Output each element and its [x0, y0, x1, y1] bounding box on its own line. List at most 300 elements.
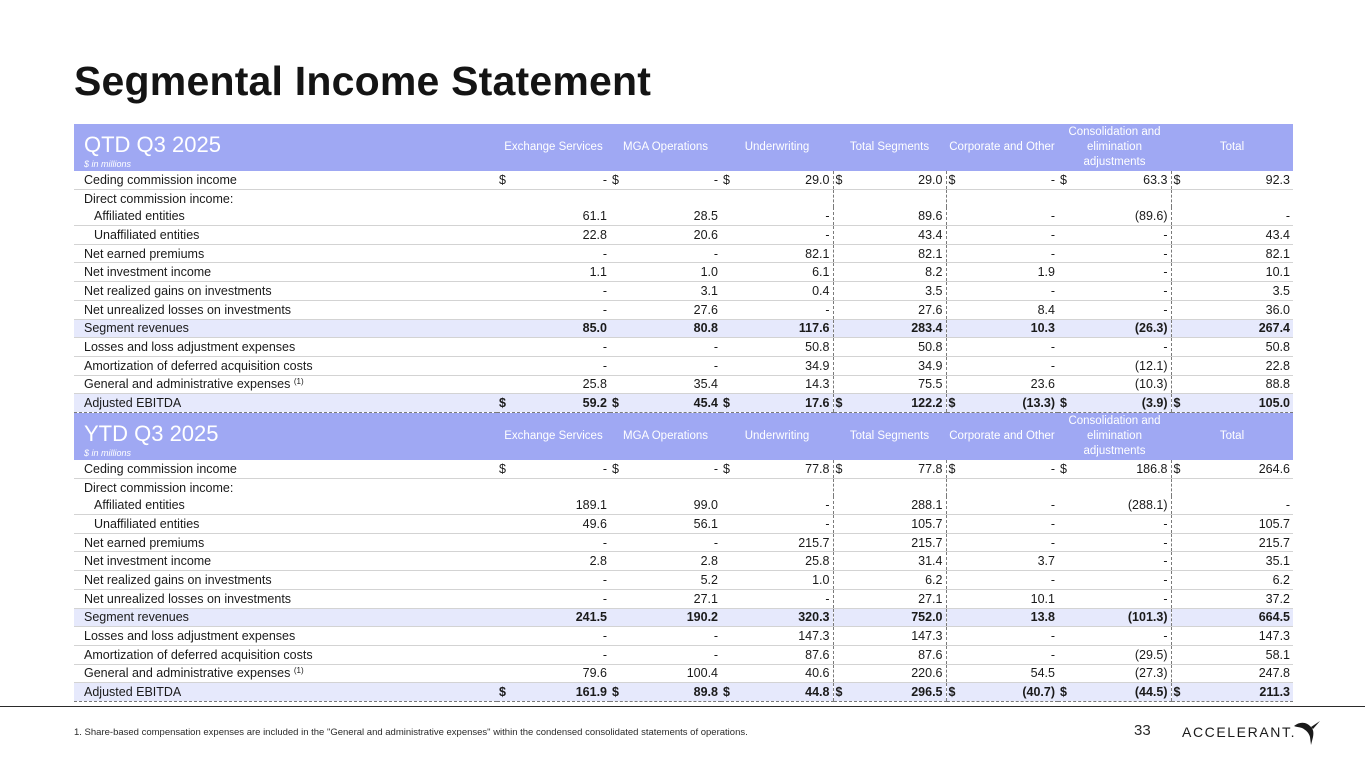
- cell-mga-operations: [610, 496, 721, 514]
- cell-value: 5.2: [700, 572, 718, 587]
- cell-value: 17.6: [805, 396, 830, 411]
- cell-value: 100.4: [686, 666, 718, 681]
- cell-value: (26.3): [1134, 321, 1168, 336]
- row-label-text: Ceding commission income: [84, 172, 237, 187]
- cell-exchange-services: [497, 683, 610, 702]
- table-row: [74, 338, 1293, 357]
- cell-corporate-and-other: [946, 664, 1058, 683]
- cell-value: -: [1050, 461, 1055, 476]
- cell-value: 56.1: [693, 516, 718, 531]
- column-header-exchange-services: Exchange Services: [497, 124, 610, 171]
- cell-consolidation-and-elimination-adjustments: [1058, 263, 1171, 282]
- cell-mga-operations: [610, 645, 721, 664]
- cell-value: -: [1050, 358, 1055, 373]
- cell-mga-operations: [610, 571, 721, 590]
- table-row: [74, 189, 1293, 207]
- cell-value: -: [1163, 516, 1168, 531]
- cell-value: -: [1050, 572, 1055, 587]
- cell-value: -: [602, 572, 607, 587]
- column-header-corporate-and-other: Corporate and Other: [946, 124, 1058, 171]
- cell-value: -: [602, 283, 607, 298]
- currency-symbol: $: [1060, 396, 1067, 411]
- cell-value: 29.0: [918, 172, 943, 187]
- cell-underwriting: [721, 533, 833, 552]
- cell-corporate-and-other: [946, 589, 1058, 608]
- cell-value: 14.3: [805, 377, 830, 392]
- cell-underwriting: [721, 300, 833, 319]
- cell-value: 247.8: [1258, 666, 1290, 681]
- cell-consolidation-and-elimination-adjustments: [1058, 571, 1171, 590]
- cell-value: 10.1: [1030, 591, 1055, 606]
- cell-corporate-and-other: [946, 356, 1058, 375]
- currency-symbol: $: [835, 396, 843, 411]
- cell-underwriting: [721, 319, 833, 338]
- currency-symbol: $: [499, 172, 506, 187]
- cell-value: 25.8: [805, 554, 830, 569]
- footnote: 1. Share-based compensation expenses are included in the "General and administrative expenses" within the condensed consolidated statements of operations.: [74, 727, 748, 738]
- currency-symbol: $: [612, 461, 619, 476]
- row-label-text: Segment revenues: [84, 610, 189, 625]
- currency-symbol: $: [948, 685, 956, 700]
- cell-value: (40.7): [1022, 685, 1055, 700]
- cell-mga-operations: [610, 207, 721, 225]
- cell-corporate-and-other: [946, 338, 1058, 357]
- cell-corporate-and-other: [946, 244, 1058, 263]
- cell-corporate-and-other: [946, 282, 1058, 301]
- table-row: [74, 589, 1293, 608]
- cell-consolidation-and-elimination-adjustments: [1058, 171, 1171, 189]
- cell-consolidation-and-elimination-adjustments: [1058, 338, 1171, 357]
- cell-total-segments: [833, 356, 946, 375]
- row-label-text: Direct commission income:: [84, 480, 234, 495]
- cell-value: -: [1163, 302, 1168, 317]
- cell-value: -: [602, 647, 607, 662]
- row-label: [74, 394, 497, 413]
- table-row: [74, 207, 1293, 225]
- cell-mga-operations: [610, 356, 721, 375]
- cell-value: -: [825, 591, 830, 606]
- units-label: $ in millions: [84, 448, 132, 458]
- cell-value: -: [1050, 516, 1055, 531]
- cell-value: 105.7: [1258, 516, 1290, 531]
- currency-symbol: $: [1173, 461, 1181, 476]
- cell-value: 25.8: [582, 377, 607, 392]
- cell-underwriting: [721, 226, 833, 245]
- cell-value: -: [713, 340, 718, 355]
- table-row: [74, 171, 1293, 189]
- cell-total: [1171, 496, 1293, 514]
- cell-value: -: [1050, 283, 1055, 298]
- table-row: [74, 375, 1293, 394]
- cell-corporate-and-other: [946, 300, 1058, 319]
- cell-mga-operations: [610, 589, 721, 608]
- cell-value: -: [1050, 340, 1055, 355]
- column-header-consolidation-and-elimination-adjustments: Consolidation and elimination adjustments: [1058, 413, 1171, 460]
- cell-corporate-and-other: [946, 608, 1058, 627]
- period-header: [74, 124, 497, 171]
- cell-total-segments: [833, 171, 946, 189]
- cell-value: 27.6: [918, 302, 943, 317]
- cell-value: -: [1163, 265, 1168, 280]
- cell-total-segments: [833, 244, 946, 263]
- cell-value: -: [602, 535, 607, 550]
- cell-exchange-services: [497, 226, 610, 245]
- cell-underwriting: [721, 608, 833, 627]
- cell-total: [1171, 645, 1293, 664]
- cell-total-segments: [833, 226, 946, 245]
- cell-total-segments: [833, 478, 946, 496]
- cell-value: 77.8: [805, 461, 830, 476]
- row-label-text: Net earned premiums: [84, 535, 205, 550]
- cell-value: 664.5: [1258, 610, 1290, 625]
- row-label-text: Losses and loss adjustment expenses: [84, 629, 296, 644]
- cell-value: -: [602, 340, 607, 355]
- cell-total-segments: [833, 263, 946, 282]
- cell-value: 288.1: [911, 498, 943, 513]
- cell-value: -: [602, 629, 607, 644]
- cell-value: -: [713, 461, 718, 476]
- column-header-corporate-and-other: Corporate and Other: [946, 413, 1058, 460]
- footnote-marker: (1): [293, 377, 304, 387]
- cell-exchange-services: [497, 171, 610, 189]
- cell-value: 34.9: [918, 358, 943, 373]
- row-label: [74, 533, 497, 552]
- table-row: [74, 515, 1293, 534]
- currency-symbol: $: [1173, 685, 1181, 700]
- cell-value: (288.1): [1127, 498, 1168, 513]
- currency-symbol: $: [835, 172, 843, 187]
- cell-mga-operations: [610, 552, 721, 571]
- cell-value: -: [1050, 629, 1055, 644]
- currency-symbol: $: [499, 685, 506, 700]
- cell-corporate-and-other: [946, 394, 1058, 413]
- row-label: [74, 207, 497, 225]
- cell-total-segments: [833, 664, 946, 683]
- column-header-mga-operations: MGA Operations: [610, 124, 721, 171]
- cell-consolidation-and-elimination-adjustments: [1058, 515, 1171, 534]
- cell-underwriting: [721, 645, 833, 664]
- cell-value: 10.3: [1030, 321, 1055, 336]
- cell-mga-operations: [610, 300, 721, 319]
- cell-consolidation-and-elimination-adjustments: [1058, 552, 1171, 571]
- cell-value: 1.0: [812, 572, 830, 587]
- row-label-text: Unaffiliated entities: [94, 516, 200, 531]
- cell-value: -: [1050, 172, 1055, 187]
- cell-consolidation-and-elimination-adjustments: [1058, 664, 1171, 683]
- cell-total: [1171, 460, 1293, 478]
- cell-mga-operations: [610, 478, 721, 496]
- cell-consolidation-and-elimination-adjustments: [1058, 608, 1171, 627]
- cell-value: -: [1285, 498, 1290, 513]
- hummingbird-icon: [1292, 717, 1322, 747]
- cell-exchange-services: [497, 533, 610, 552]
- cell-underwriting: [721, 552, 833, 571]
- cell-value: -: [713, 358, 718, 373]
- cell-value: 186.8: [1136, 461, 1168, 476]
- cell-underwriting: [721, 683, 833, 702]
- cell-consolidation-and-elimination-adjustments: [1058, 375, 1171, 394]
- cell-mga-operations: [610, 319, 721, 338]
- cell-consolidation-and-elimination-adjustments: [1058, 589, 1171, 608]
- cell-total: [1171, 533, 1293, 552]
- cell-consolidation-and-elimination-adjustments: [1058, 496, 1171, 514]
- column-header-consolidation-and-elimination-adjustments: Consolidation and elimination adjustments: [1058, 124, 1171, 171]
- cell-value: 147.3: [911, 629, 943, 644]
- cell-corporate-and-other: [946, 571, 1058, 590]
- cell-value: 49.6: [582, 516, 607, 531]
- cell-value: 50.8: [805, 340, 830, 355]
- cell-total-segments: [833, 338, 946, 357]
- cell-mga-operations: [610, 338, 721, 357]
- cell-value: -: [1163, 283, 1168, 298]
- cell-value: 6.2: [925, 572, 943, 587]
- table-row: [74, 244, 1293, 263]
- cell-value: 27.1: [918, 591, 943, 606]
- row-label: [74, 338, 497, 357]
- column-header-total: Total: [1171, 124, 1293, 171]
- cell-mga-operations: [610, 189, 721, 207]
- cell-consolidation-and-elimination-adjustments: [1058, 394, 1171, 413]
- row-label-text: Amortization of deferred acquisition costs: [84, 647, 313, 662]
- cell-consolidation-and-elimination-adjustments: [1058, 356, 1171, 375]
- cell-consolidation-and-elimination-adjustments: [1058, 282, 1171, 301]
- cell-value: 40.6: [805, 666, 830, 681]
- cell-value: 34.9: [805, 358, 830, 373]
- cell-value: -: [825, 516, 830, 531]
- cell-value: -: [602, 461, 607, 476]
- table-row: [74, 394, 1293, 413]
- cell-total: [1171, 478, 1293, 496]
- currency-symbol: $: [948, 172, 956, 187]
- cell-value: 267.4: [1258, 321, 1290, 336]
- table-row: [74, 460, 1293, 478]
- cell-exchange-services: [497, 375, 610, 394]
- cell-consolidation-and-elimination-adjustments: [1058, 226, 1171, 245]
- cell-value: 3.1: [700, 283, 718, 298]
- currency-symbol: $: [948, 461, 956, 476]
- cell-value: (13.3): [1022, 396, 1055, 411]
- cell-total: [1171, 207, 1293, 225]
- cell-value: 75.5: [918, 377, 943, 392]
- column-header-total-segments: Total Segments: [833, 413, 946, 460]
- cell-corporate-and-other: [946, 515, 1058, 534]
- cell-mga-operations: [610, 394, 721, 413]
- cell-exchange-services: [497, 356, 610, 375]
- cell-total: [1171, 571, 1293, 590]
- cell-total: [1171, 226, 1293, 245]
- cell-mga-operations: [610, 533, 721, 552]
- cell-value: -: [825, 209, 830, 224]
- cell-value: (3.9): [1141, 396, 1168, 411]
- cell-exchange-services: [497, 282, 610, 301]
- table-row: [74, 496, 1293, 514]
- units-label: $ in millions: [84, 159, 132, 169]
- table-row: [74, 608, 1293, 627]
- cell-consolidation-and-elimination-adjustments: [1058, 207, 1171, 225]
- cell-value: 82.1: [1265, 246, 1290, 261]
- cell-exchange-services: [497, 338, 610, 357]
- cell-exchange-services: [497, 394, 610, 413]
- cell-value: 0.4: [812, 283, 830, 298]
- cell-value: 43.4: [918, 227, 943, 242]
- cell-value: (29.5): [1134, 647, 1168, 662]
- row-label: [74, 552, 497, 571]
- row-label: [74, 319, 497, 338]
- cell-value: 3.5: [925, 283, 943, 298]
- cell-value: 82.1: [918, 246, 943, 261]
- cell-value: -: [1163, 340, 1168, 355]
- cell-value: 85.0: [582, 321, 607, 336]
- row-label-text: Net investment income: [84, 554, 212, 569]
- cell-mga-operations: [610, 244, 721, 263]
- cell-total-segments: [833, 375, 946, 394]
- cell-underwriting: [721, 375, 833, 394]
- cell-exchange-services: [497, 207, 610, 225]
- cell-value: 44.8: [805, 685, 830, 700]
- row-label: [74, 683, 497, 702]
- cell-value: 92.3: [1265, 172, 1290, 187]
- cell-value: -: [602, 302, 607, 317]
- currency-symbol: $: [723, 172, 730, 187]
- cell-consolidation-and-elimination-adjustments: [1058, 244, 1171, 263]
- cell-total: [1171, 338, 1293, 357]
- row-label: [74, 189, 497, 207]
- cell-total-segments: [833, 319, 946, 338]
- cell-exchange-services: [497, 478, 610, 496]
- cell-corporate-and-other: [946, 207, 1058, 225]
- cell-value: 3.5: [1272, 283, 1290, 298]
- cell-value: 23.6: [1030, 377, 1055, 392]
- cell-total-segments: [833, 394, 946, 413]
- cell-value: 20.6: [693, 227, 718, 242]
- cell-value: 50.8: [1265, 340, 1290, 355]
- cell-value: -: [1163, 572, 1168, 587]
- cell-corporate-and-other: [946, 375, 1058, 394]
- cell-consolidation-and-elimination-adjustments: [1058, 300, 1171, 319]
- cell-value: -: [825, 227, 830, 242]
- cell-total-segments: [833, 460, 946, 478]
- row-label: [74, 375, 497, 394]
- cell-corporate-and-other: [946, 683, 1058, 702]
- cell-exchange-services: [497, 571, 610, 590]
- row-label-text: Direct commission income:: [84, 191, 234, 206]
- cell-value: 13.8: [1030, 610, 1055, 625]
- cell-consolidation-and-elimination-adjustments: [1058, 627, 1171, 646]
- cell-value: 6.2: [1272, 572, 1290, 587]
- row-label: [74, 263, 497, 282]
- cell-value: 215.7: [911, 535, 943, 550]
- cell-value: -: [602, 591, 607, 606]
- cell-value: 29.0: [805, 172, 830, 187]
- cell-total: [1171, 608, 1293, 627]
- table-row: [74, 282, 1293, 301]
- cell-mga-operations: [610, 627, 721, 646]
- cell-corporate-and-other: [946, 319, 1058, 338]
- cell-value: 63.3: [1143, 172, 1168, 187]
- cell-value: 1.0: [700, 265, 718, 280]
- cell-mga-operations: [610, 226, 721, 245]
- cell-underwriting: [721, 589, 833, 608]
- cell-value: (44.5): [1134, 685, 1168, 700]
- row-label-text: Net realized gains on investments: [84, 283, 272, 298]
- cell-mga-operations: [610, 171, 721, 189]
- row-label-text: Net earned premiums: [84, 246, 205, 261]
- cell-value: (27.3): [1134, 666, 1168, 681]
- cell-value: 35.1: [1265, 554, 1290, 569]
- cell-total: [1171, 375, 1293, 394]
- footer-divider: [0, 706, 1365, 707]
- cell-value: -: [602, 172, 607, 187]
- table-row: [74, 319, 1293, 338]
- row-label-text: Unaffiliated entities: [94, 227, 200, 242]
- cell-value: 215.7: [1258, 535, 1290, 550]
- cell-value: -: [1050, 246, 1055, 261]
- currency-symbol: $: [723, 396, 730, 411]
- cell-value: (89.6): [1134, 209, 1168, 224]
- cell-total: [1171, 515, 1293, 534]
- cell-exchange-services: [497, 664, 610, 683]
- cell-mga-operations: [610, 683, 721, 702]
- cell-underwriting: [721, 189, 833, 207]
- cell-value: 45.4: [693, 396, 718, 411]
- cell-value: 147.3: [798, 629, 830, 644]
- cell-value: 77.8: [918, 461, 943, 476]
- row-label-text: Affiliated entities: [94, 209, 185, 224]
- currency-symbol: $: [499, 461, 506, 476]
- currency-symbol: $: [1173, 396, 1181, 411]
- cell-corporate-and-other: [946, 189, 1058, 207]
- row-label-text: Net realized gains on investments: [84, 572, 272, 587]
- table-row: [74, 226, 1293, 245]
- cell-value: 28.5: [693, 209, 718, 224]
- cell-value: -: [1050, 227, 1055, 242]
- cell-total-segments: [833, 207, 946, 225]
- cell-consolidation-and-elimination-adjustments: [1058, 319, 1171, 338]
- cell-total-segments: [833, 515, 946, 534]
- cell-value: 36.0: [1265, 302, 1290, 317]
- cell-value: 117.6: [798, 321, 830, 336]
- column-header-exchange-services: Exchange Services: [497, 413, 610, 460]
- cell-value: -: [1050, 209, 1055, 224]
- cell-value: 88.8: [1265, 377, 1290, 392]
- row-label: [74, 589, 497, 608]
- cell-value: 31.4: [918, 554, 943, 569]
- cell-total: [1171, 664, 1293, 683]
- cell-underwriting: [721, 627, 833, 646]
- cell-corporate-and-other: [946, 478, 1058, 496]
- cell-total-segments: [833, 571, 946, 590]
- cell-underwriting: [721, 515, 833, 534]
- cell-corporate-and-other: [946, 496, 1058, 514]
- row-label: [74, 664, 497, 683]
- cell-value: 1.1: [589, 265, 607, 280]
- column-header-mga-operations: MGA Operations: [610, 413, 721, 460]
- cell-consolidation-and-elimination-adjustments: [1058, 460, 1171, 478]
- cell-consolidation-and-elimination-adjustments: [1058, 533, 1171, 552]
- cell-total: [1171, 263, 1293, 282]
- cell-value: 61.1: [582, 209, 607, 224]
- cell-total: [1171, 189, 1293, 207]
- cell-value: 6.1: [812, 265, 830, 280]
- cell-exchange-services: [497, 319, 610, 338]
- cell-total: [1171, 683, 1293, 702]
- row-label-text: Amortization of deferred acquisition costs: [84, 358, 313, 373]
- table-row: [74, 627, 1293, 646]
- row-label-text: Losses and loss adjustment expenses: [84, 340, 296, 355]
- cell-total-segments: [833, 300, 946, 319]
- cell-exchange-services: [497, 552, 610, 571]
- cell-value: 37.2: [1265, 591, 1290, 606]
